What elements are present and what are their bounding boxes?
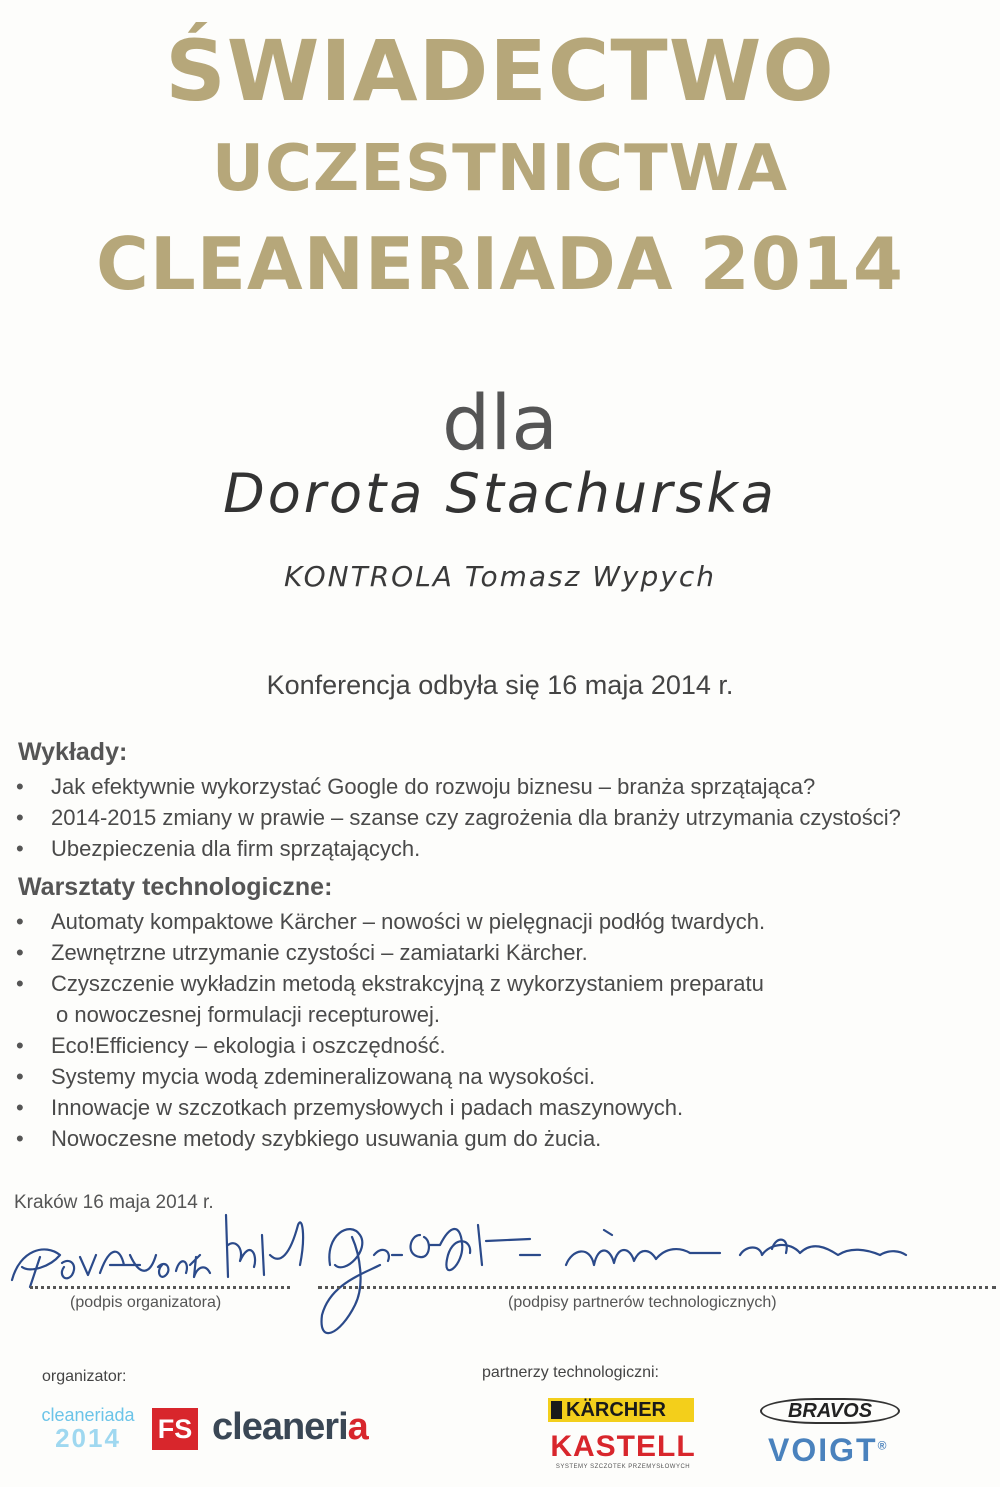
list-item: • Nowoczesne metody szybkiego usuwania gum do żucia.: [14, 1123, 994, 1154]
certificate-title-line2: UCZESTNICTWA: [211, 132, 789, 206]
kastell-logo-name: KASTELL: [550, 1430, 696, 1463]
cleaneria-logo: [212, 1406, 368, 1449]
list-item: • Systemy mycia wodą zdemineralizowaną na wysokości.: [14, 1061, 994, 1092]
cleaneriada-logo: [38, 1406, 138, 1456]
list-item: • Eco!Efficiency – ekologia i oszczędność.: [14, 1030, 994, 1061]
place-date: Kraków 16 maja 2014 r.: [14, 1192, 214, 1213]
list-item: • Innowacje w szczotkach przemysłowych i padach maszynowych.: [14, 1092, 994, 1123]
workshops-list: [14, 906, 994, 1154]
kastell-logo-subtitle: SYSTEMY SZCZOTEK PRZEMYSŁOWYCH: [555, 1464, 691, 1470]
certificate-title-line1: ŚWIADECTWO: [165, 22, 835, 120]
list-item: • Automaty kompaktowe Kärcher – nowości w pielęgnacji podłóg twardych.: [14, 906, 994, 937]
workshops-heading: Warsztaty technologiczne:: [18, 873, 333, 901]
organizer-label: organizator:: [42, 1368, 127, 1385]
partners-signature-caption: (podpisy partnerów technologicznych): [508, 1294, 777, 1311]
partners-label: partnerzy technologiczni:: [482, 1364, 659, 1381]
cleaneria-logo-accent: a: [347, 1406, 368, 1448]
list-item: • Ubezpieczenia dla firm sprzątających.: [14, 833, 994, 864]
karcher-mark-icon: [551, 1401, 562, 1419]
list-item: • Zewnętrzne utrzymanie czystości – zamiatarki Kärcher.: [14, 937, 994, 968]
kastell-logo: [548, 1432, 698, 1472]
organizer-signature-line: [30, 1286, 290, 1289]
list-item: • 2014-2015 zmiany w prawie – szanse czy zagrożenia dla branży utrzymania czystości?: [14, 802, 994, 833]
cleaneriada-logo-text: cleaneriada: [41, 1405, 135, 1425]
handwritten-signatures: [0, 1195, 1000, 1365]
lectures-heading: Wykłady:: [18, 738, 128, 766]
partners-signature-line: [318, 1286, 996, 1289]
voigt-logo: [768, 1432, 886, 1469]
voigt-logo-text: VOIGT: [768, 1432, 878, 1468]
cleaneriada-logo-year: 2014: [55, 1423, 121, 1453]
list-item: • Jak efektywnie wykorzystać Google do rozwoju biznesu – branża sprzątająca?: [14, 771, 994, 802]
bravos-logo: BRAVOS: [760, 1398, 900, 1424]
fs-logo: FS: [152, 1408, 198, 1450]
registered-mark: ®: [877, 1438, 887, 1453]
recipient-name: Dorota Stachurska: [223, 462, 777, 525]
cleaneria-logo-main: cleaneri: [212, 1406, 348, 1448]
list-item: • Czyszczenie wykładzin metodą ekstrakcyjną z wykorzystaniem preparatu: [14, 968, 994, 999]
list-item-continuation: o nowoczesnej formulacji recepturowej.: [56, 1002, 440, 1027]
recipient-company: KONTROLA Tomasz Wypych: [284, 560, 716, 593]
karcher-logo-text: KÄRCHER: [566, 1399, 666, 1421]
karcher-logo: [548, 1398, 694, 1422]
recipient-prefix: dla: [442, 378, 558, 467]
lectures-list: [14, 771, 994, 864]
organizer-signature-caption: (podpis organizatora): [70, 1294, 222, 1311]
conference-date: Konferencja odbyła się 16 maja 2014 r.: [266, 670, 734, 700]
certificate-title-line3: CLEANERIADA 2014: [96, 222, 904, 306]
